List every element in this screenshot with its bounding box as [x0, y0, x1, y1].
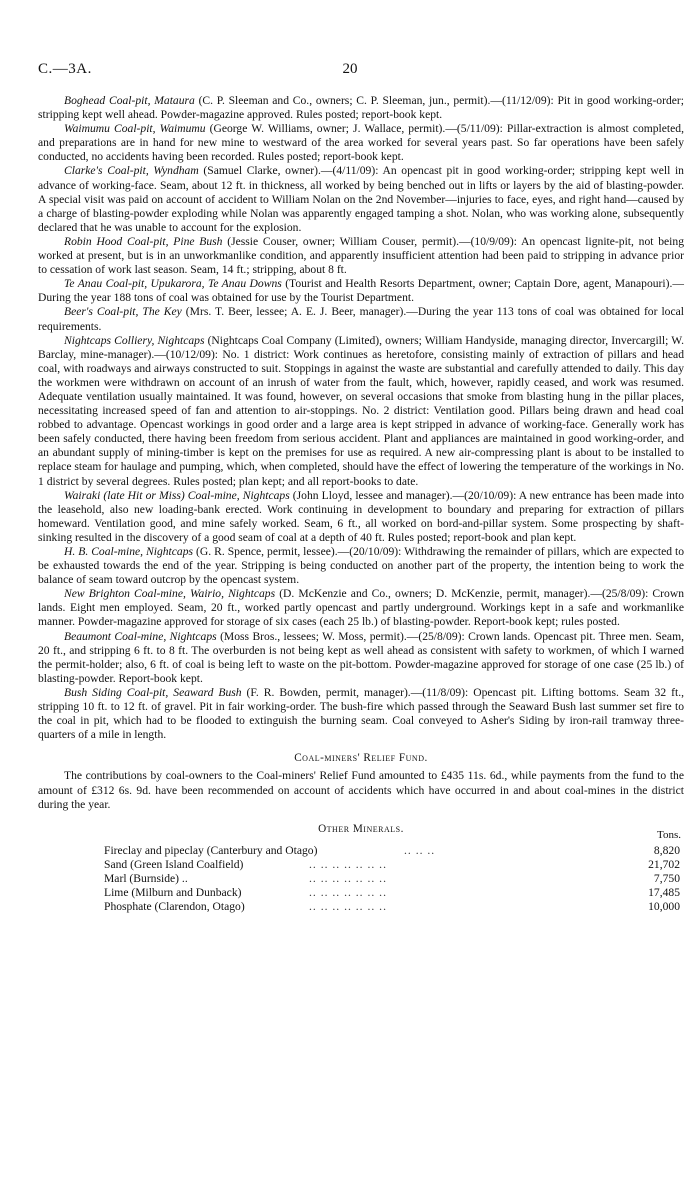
mine-name: Beer's Coal-pit, The Key — [64, 305, 182, 319]
mine-name: Boghead Coal-pit, Mataura — [64, 94, 195, 107]
report-text: (Nightcaps Coal Company (Limited), owners; William Handyside, managing director, Invercargill; W. Barclay, mine-manager).—(10/12/09): No. 1 district: Work continues as heretofore, consisting mainly of extraction of pillars and head coal, with roadways and airways constructed to suit. Stoppings in against the waste are substantial and carefully attended to daily. This day the workmen were withdrawn on account of an inrush of water from the fault, which, however, rapidly ceased, and work was resumed. Adequate ventilation usually maintained. It was found, however, on several occasions that smoke from blasting hung in the pillar places, necessitating increased speed of fan and attention to air-stoppings. No. 2 district: Ventilation good. Pillars being drawn and head coal robbed to advantage. Opencast workings in good order and a large area is kept stripped in advance of working-face. Generally work has been safely conducted, there having been freedom from serious accident. Plant and appliances are maintained in good working-order, and an abundant supply of mining-timber is kept on the premises for use as required. A new air-compressing plant is about to be installed to replace steam for haulage and pumping, which, when completed, should have the effect of lowering the temperature of the workings in No. 1 district by several degrees. Rules posted; plan kept; and all report-books to date. — [38, 333, 685, 488]
report-text: (Samuel Clarke, owner).—(4/11/09): An opencast pit in good working-order; stripping kept well in advance of working-face. Seam, about 12 ft. in thickness, all worked by being benched out in lifts or layers by the aid of blasting-powder. A special visit was paid on account of accident to William Nolan on the 2nd November—injuries to face, eyes, and right hand—caused by a charge of blasting-powder exploding while Nolan was apparently engaged tamping a shot. Nolan, who was working alone, subsequently declared that he was unable to account for the explosion. — [38, 164, 684, 234]
mineral-row — [104, 844, 680, 858]
mineral-tons: 17,485 — [648, 885, 680, 899]
mineral-row — [104, 886, 680, 900]
leader-dots: .. .. .. .. .. .. .. — [309, 885, 387, 899]
tons-column-header: Tons. — [657, 828, 681, 841]
mineral-name: Phosphate (Clarendon, Otago) — [104, 899, 245, 913]
report-paragraph — [38, 164, 684, 234]
mineral-name: Marl (Burnside) .. — [104, 871, 188, 885]
mine-name: Wairaki (late Hit or Miss) Coal-mine, Nightcaps — [64, 488, 290, 502]
relief-fund-heading: Coal-miners' Relief Fund. — [294, 752, 428, 765]
mineral-row — [104, 900, 680, 914]
report-paragraph — [38, 235, 684, 277]
mineral-tons: 21,702 — [648, 857, 680, 871]
mine-name: Nightcaps Colliery, Nightcaps — [64, 333, 205, 347]
report-text: (G. R. Spence, permit, lessee).—(20/10/09): Withdrawing the remainder of pillars, which are expected to be exhausted towards the end of the year. Stripping is being conducted on another part of the property, the intention being to work the balance of seam toward outcrop by the opencast system. — [38, 545, 684, 587]
report-paragraph — [38, 277, 684, 305]
leader-dots: .. .. .. — [404, 843, 436, 857]
leader-dots: .. .. .. .. .. .. .. — [309, 857, 387, 871]
mine-name: Clarke's Coal-pit, Wyndham — [64, 164, 199, 178]
report-text: (Jessie Couser, owner; William Couser, permit).—(10/9/09): An opencast lignite-pit, not being worked at present, but is in an unworkmanlike condition, and apparently insufficient attention had been paid to stripping in advance prior to cessation of work last season. Seam, 14 ft.; stripping, about 8 ft. — [38, 234, 684, 277]
report-text: (D. McKenzie and Co., owners; D. McKenzie, permit, manager).—(25/8/09): Crown lands. Eight men employed. Seam, 20 ft., worked partly opencast and partly underground. Workings kept in a safe and workmanlike manner. Powder-magazine approved for storage of six cases (each 25 lb.) of blasting-powder. Report-book kept; rules posted. — [38, 587, 684, 629]
mine-name: Robin Hood Coal-pit, Pine Bush — [64, 234, 223, 248]
report-paragraph — [38, 122, 684, 164]
document-reference: C.—3A. — [38, 61, 92, 77]
mine-name: Te Anau Coal-pit, Upukarora, Te Anau Downs — [64, 277, 282, 291]
report-paragraph — [38, 489, 684, 545]
report-text: (F. R. Bowden, permit, manager).—(11/8/09): Opencast pit. Lifting bottoms. Seam 32 ft., stripping 10 ft. to 12 ft. of gravel. Pit in fair working-order. The bush-fire which passed through the Seaward Bush last summer set fire to the coal in pit, which had to be flooded to extinguish the burning seam. Coal conveyed to Asher's Siding by iron-rail tramway three-quarters of a mile in length. — [38, 685, 684, 742]
mine-name: Bush Siding Coal-pit, Seaward Bush — [64, 685, 242, 699]
report-text: (Moss Bros., lessees; W. Moss, permit).—(25/8/09): Crown lands. Opencast pit. Three men. Seam, 20 ft., and stripping 6 ft. to 8 ft. The overburden is not being kept as well ahead as consistent with safety to workmen, of which I warned the permit-holder; also, 6 ft. of coal is being left to waste on the pit-bottom. Powder-magazine approved for storage of one case (25 lb.) of blasting-powder. Report-book kept. — [38, 629, 684, 685]
report-paragraph — [38, 305, 684, 333]
mine-name: H. B. Coal-mine, Nightcaps — [64, 545, 194, 558]
mine-name: New Brighton Coal-mine, Wairio, Nightcaps — [64, 587, 276, 601]
mine-name: Beaumont Coal-mine, Nightcaps — [64, 629, 217, 643]
mineral-name: Lime (Milburn and Dunback) — [104, 885, 242, 899]
relief-fund-paragraph: The contributions by coal-owners to the Coal-miners' Relief Fund amounted to £435 11s. 6d., while payments from the fund to the amount of £312 6s. 9d. have been recommended on account of accidents which have occurred in and about coal-mines in the district during the year. — [38, 769, 684, 811]
mine-name: Waimumu Coal-pit, Waimumu — [64, 122, 206, 136]
mineral-tons: 7,750 — [653, 871, 680, 885]
report-text: (C. P. Sleeman and Co., owners; C. P. Sleeman, jun., permit).—(11/12/09): Pit in good working-order; stripping kept well ahead. Powder-magazine approved. Rules posted; report-book kept. — [38, 94, 684, 122]
other-minerals-table — [38, 822, 684, 922]
report-text: (Mrs. T. Beer, lessee; A. E. J. Beer, manager).—During the year 113 tons of coal was obtained for local requirements. — [38, 305, 684, 333]
leader-dots: .. .. .. .. .. .. .. — [309, 871, 387, 885]
report-paragraph — [38, 545, 684, 587]
report-text: (John Lloyd, lessee and manager).—(20/10/09): A new entrance has been made into the leasehold, also new loading-bank erected. Work continuing in development to boundary and preparing for extraction of pillars homeward. Ventilation good, and mine safely worked. Seam, 6 ft., all worked on bord-and-pillar system. Some prospecting by shaft-sinking resulted in the discovery of a good seam of coal at a depth of 40 ft. Rules posted; report-book and plan kept. — [38, 488, 684, 544]
report-text: (George W. Williams, owner; J. Wallace, permit).—(5/11/09): Pillar-extraction is almost completed, and preparations are in hand for new mine to westward of the area worked for several years past. So far operations have been safely conducted, no accidents having been recorded. Rules posted; report-book kept. — [38, 122, 684, 164]
mineral-name: Fireclay and pipeclay (Canterbury and Otago) — [104, 843, 318, 857]
report-paragraph — [38, 587, 684, 629]
report-paragraph — [38, 686, 684, 742]
page-number: 20 — [342, 61, 358, 77]
page-header — [38, 62, 662, 82]
report-paragraph — [38, 630, 684, 686]
mineral-tons: 8,820 — [653, 843, 680, 857]
leader-dots: .. .. .. .. .. .. .. — [309, 899, 387, 913]
report-paragraph — [38, 334, 684, 489]
mineral-row — [104, 858, 680, 872]
report-paragraph — [38, 94, 684, 122]
report-text: (Tourist and Health Resorts Department, owner; Captain Dore, agent, Manapouri).—During the year 188 tons of coal was obtained for use by the Tourist Department. — [38, 277, 684, 305]
mineral-name: Sand (Green Island Coalfield) — [104, 857, 244, 871]
mineral-tons: 10,000 — [648, 899, 680, 913]
document-body — [38, 94, 684, 922]
other-minerals-heading: Other Minerals. — [318, 822, 404, 835]
mineral-row — [104, 872, 680, 886]
